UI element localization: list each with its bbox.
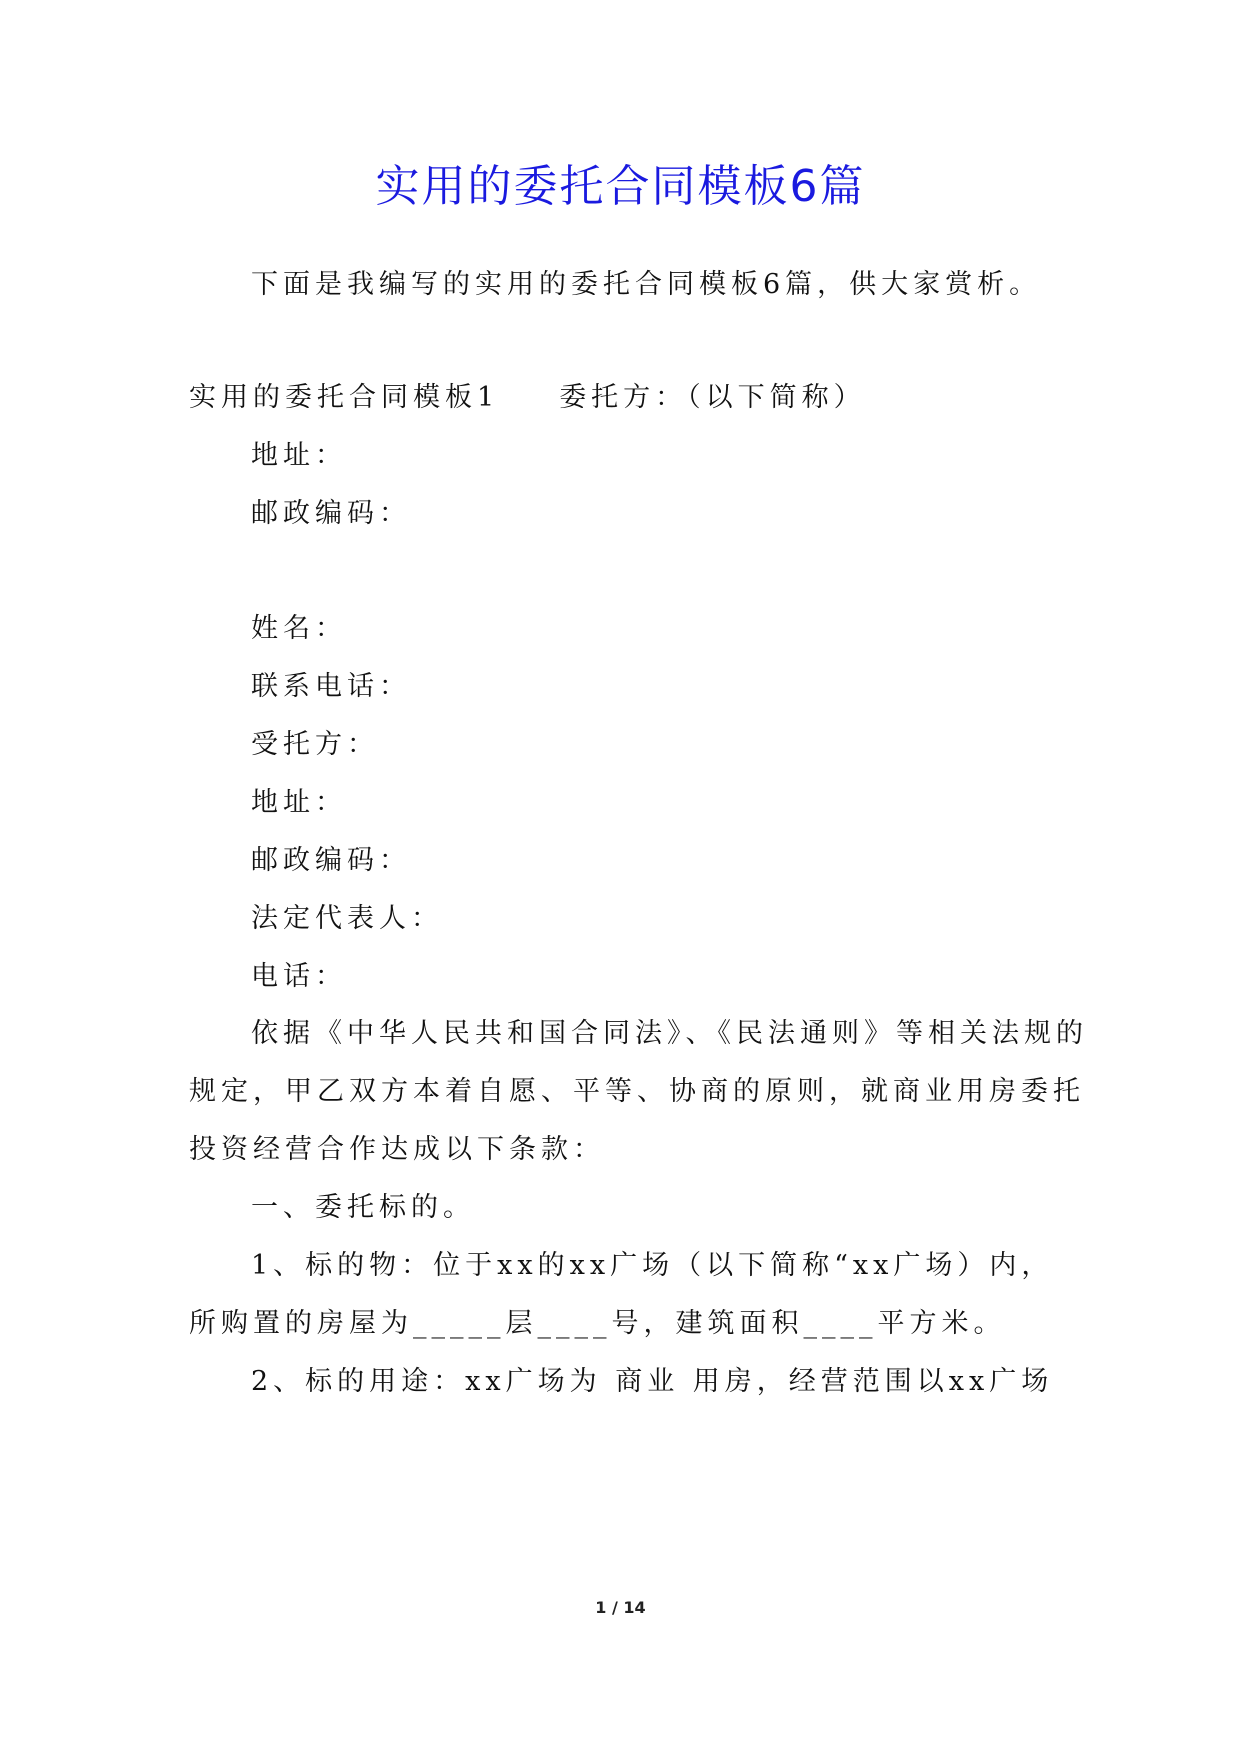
paragraph-line: 规定，甲乙双方本着自愿、平等、协商的原则，就商业用房委托 xyxy=(189,1076,1085,1107)
document-title: 实用的委托合同模板6篇 xyxy=(375,161,866,212)
legal-representative-field: 法定代表人： xyxy=(251,903,443,934)
section-heading-row xyxy=(189,378,866,418)
section-heading: 实用的委托合同模板1 xyxy=(189,382,500,413)
clause-line: 2、标的用途：xx广场为 商业 用房，经营范围以xx广场 xyxy=(251,1366,1054,1397)
intro-text: 下面是我编写的实用的委托合同模板6篇，供大家赏析。 xyxy=(251,269,1042,300)
trustee-address-field: 地址： xyxy=(251,787,347,818)
phone-field: 联系电话： xyxy=(251,671,411,702)
trustee-postal-code-field: 邮政编码： xyxy=(251,845,411,876)
clause-line: 1、标的物：位于xx的xx广场（以下简称“xx广场）内， xyxy=(251,1250,1054,1281)
entrusting-party-label: 委托方：（以下简称） xyxy=(559,382,866,413)
trustee-phone-field: 电话： xyxy=(251,961,347,992)
paragraph-line: 依据《中华人民共和国合同法》、《民法通则》等相关法规的 xyxy=(251,1018,1088,1049)
address-field: 地址： xyxy=(251,440,347,471)
page-indicator: 1 / 14 xyxy=(595,1598,646,1617)
paragraph-line: 投资经营合作达成以下条款： xyxy=(189,1134,605,1165)
postal-code-field: 邮政编码： xyxy=(251,498,411,529)
clause-line: 所购置的房屋为_____层____号，建筑面积____平方米。 xyxy=(189,1308,1006,1339)
name-field: 姓名： xyxy=(251,613,347,644)
trustee-label: 受托方： xyxy=(251,729,379,760)
clause-heading: 一、委托标的。 xyxy=(251,1192,475,1223)
